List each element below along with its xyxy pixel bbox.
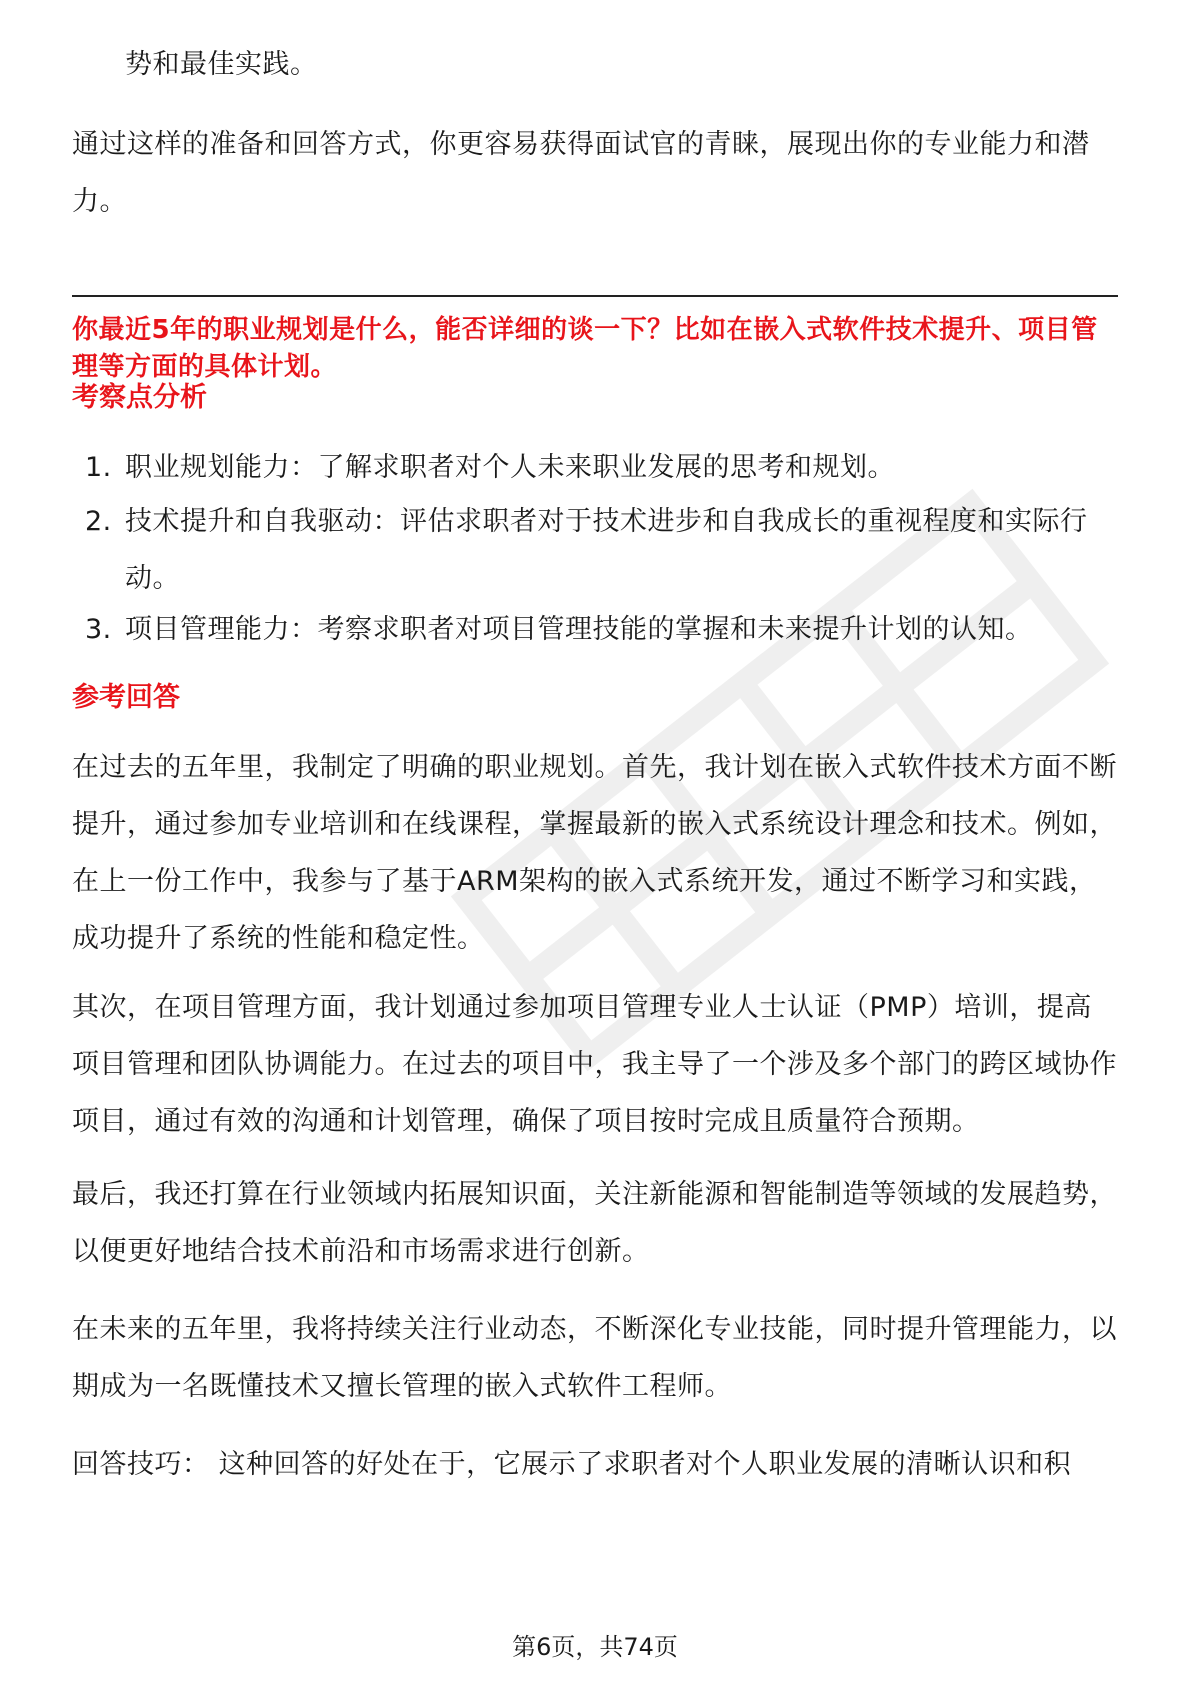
list-number: 1. (85, 452, 112, 483)
list-text: 项目管理能力：考察求职者对项目管理技能的掌握和未来提升计划的认知。 (125, 614, 1033, 645)
section-divider (72, 295, 1118, 297)
answer-paragraph-4: 在未来的五年里，我将持续关注行业动态，不断深化专业技能，同时提升管理能力，以期成为一名既懂技术又擅长管理的嵌入式软件工程师。 (72, 1314, 1117, 1402)
analysis-item-1 (85, 439, 1120, 496)
answer-paragraph-1: 在过去的五年里，我制定了明确的职业规划。首先，我计划在嵌入式软件技术方面不断提升，通过参加专业培训和在线课程，掌握最新的嵌入式系统设计理念和技术。例如，在上一份工作中，我参与了基于ARM架构的嵌入式系统开发，通过不断学习和实践，成功提升了系统的性能和稳定性。 (72, 752, 1117, 954)
list-text: 技术提升和自我驱动：评估求职者对于技术进步和自我成长的重视程度和实际行动。 (125, 506, 1088, 594)
question-heading: 你最近5年的职业规划是什么，能否详细的谈一下？比如在嵌入式软件技术提升、项目管理等方面的具体计划。 (72, 315, 1098, 382)
answer-tip: 回答技巧： 这种回答的好处在于，它展示了求职者对个人职业发展的清晰认识和积 (72, 1449, 1072, 1480)
answer-paragraph-2: 其次，在项目管理方面，我计划通过参加项目管理专业人士认证（PMP）培训，提高项目管理和团队协调能力。在过去的项目中，我主导了一个涉及多个部门的跨区域协作项目，通过有效的沟通和计划管理，确保了项目按时完成且质量符合预期。 (72, 992, 1117, 1137)
analysis-item-2 (85, 493, 1120, 607)
list-number: 2. (85, 506, 112, 537)
list-text: 职业规划能力：了解求职者对个人未来职业发展的思考和规划。 (125, 452, 895, 483)
intro-paragraph: 通过这样的准备和回答方式，你更容易获得面试官的青睐，展现出你的专业能力和潜力。 (72, 129, 1090, 217)
analysis-heading: 考察点分析 (72, 382, 207, 413)
answer-heading: 参考回答 (72, 682, 180, 713)
intro-line: 势和最佳实践。 (125, 49, 318, 80)
analysis-item-3 (85, 601, 1120, 658)
answer-paragraph-3: 最后，我还打算在行业领域内拓展知识面，关注新能源和智能制造等领域的发展趋势，以便更好地结合技术前沿和市场需求进行创新。 (72, 1179, 1117, 1267)
list-number: 3. (85, 614, 112, 645)
page-number: 第6页，共74页 (512, 1633, 678, 1661)
